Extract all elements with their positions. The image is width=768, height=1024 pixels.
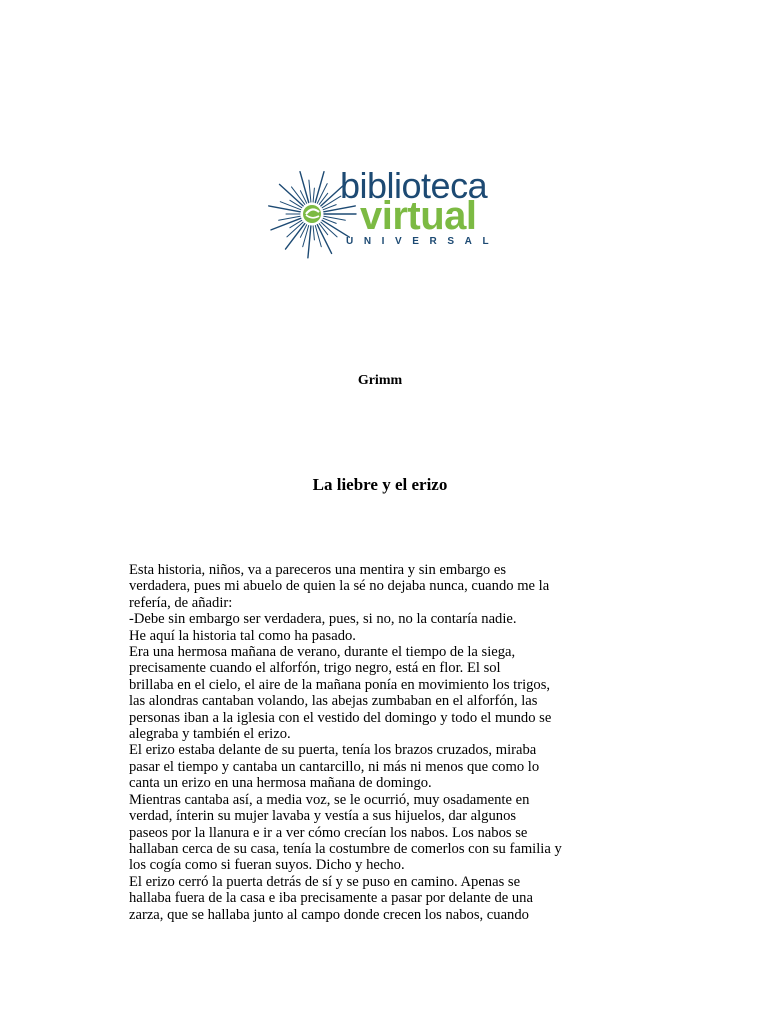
- sunburst-ray: [319, 224, 328, 235]
- sunburst-ray: [324, 206, 356, 212]
- author-name: Grimm: [357, 373, 403, 388]
- sunburst-ray: [286, 224, 305, 250]
- body-line: pasar el tiempo y cantaba un cantarcillo, ni más ni menos que como lo: [129, 758, 540, 775]
- body-line: precisamente cuando el alforfón, trigo negro, está en flor. El sol: [129, 660, 501, 677]
- sunburst-ray: [303, 226, 309, 247]
- sunburst-ray: [313, 226, 314, 240]
- body-line: hallaba fuera de la casa e iba precisamente a pasar por delante de una: [129, 890, 533, 907]
- sunburst-ray: [315, 226, 321, 247]
- story-body: [129, 562, 599, 923]
- body-line: personas iban a la iglesia con el vestido del domingo y todo el mundo se: [129, 709, 552, 726]
- body-line: hallaban cerca de su casa, tenía la costumbre de comerlos con su familia y: [129, 840, 562, 857]
- sunburst-ray: [309, 180, 311, 202]
- body-line: -Debe sin embargo ser verdadera, pues, si no, no la contaría nadie.: [129, 611, 517, 628]
- body-line: Esta historia, niños, va a pareceros una mentira y sin embargo es: [129, 562, 507, 578]
- body-line: las alondras cantaban volando, las abejas zumbaban en el alforfón, las: [129, 693, 538, 710]
- body-line: verdadera, pues mi abuelo de quien la sé no dejaba nunca, cuando me la: [129, 578, 550, 595]
- body-line: He aquí la historia tal como ha pasado.: [129, 627, 356, 644]
- sunburst-ray: [308, 226, 311, 258]
- story-title: La liebre y el erizo: [312, 475, 448, 494]
- body-line: alegraba y también el erizo.: [129, 726, 291, 743]
- body-line: paseos por la llanura e ir a ver cómo crecían los nabos. Los nabos se: [129, 824, 528, 841]
- body-line: brillaba en el cielo, el aire de la mañana ponía en movimiento los trigos,: [129, 676, 551, 693]
- body-line: canta un erizo en una hermosa mañana de domingo.: [129, 775, 432, 792]
- body-line: El erizo estaba delante de su puerta, tenía los brazos cruzados, miraba: [129, 742, 537, 759]
- body-line: zarza, que se hallaba junto al campo donde crecen los nabos, cuando: [129, 906, 529, 923]
- logo-text-biblioteca: biblioteca: [340, 165, 488, 206]
- logo-text-virtual: virtual: [360, 194, 477, 238]
- body-line: refería, de añadir:: [129, 594, 233, 611]
- body-line: Era una hermosa mañana de verano, durante el tiempo de la siega,: [129, 644, 516, 661]
- body-line: los cogía como si fueran suyos. Dicho y hecho.: [129, 857, 405, 874]
- body-line: verdad, ínterin su mujer lavaba y vestía a sus hijuelos, dar algunos: [129, 808, 517, 825]
- sunburst-ray: [313, 188, 314, 202]
- sunburst-ray: [269, 206, 301, 212]
- logo-text-universal: UNIVERSAL: [346, 236, 500, 247]
- body-line: El erizo cerró la puerta detrás de sí y se puso en camino. Apenas se: [129, 873, 521, 890]
- biblioteca-virtual-logo: [262, 165, 502, 263]
- body-line: Mientras cantaba así, a media voz, se le ocurrió, muy osadamente en: [129, 791, 530, 808]
